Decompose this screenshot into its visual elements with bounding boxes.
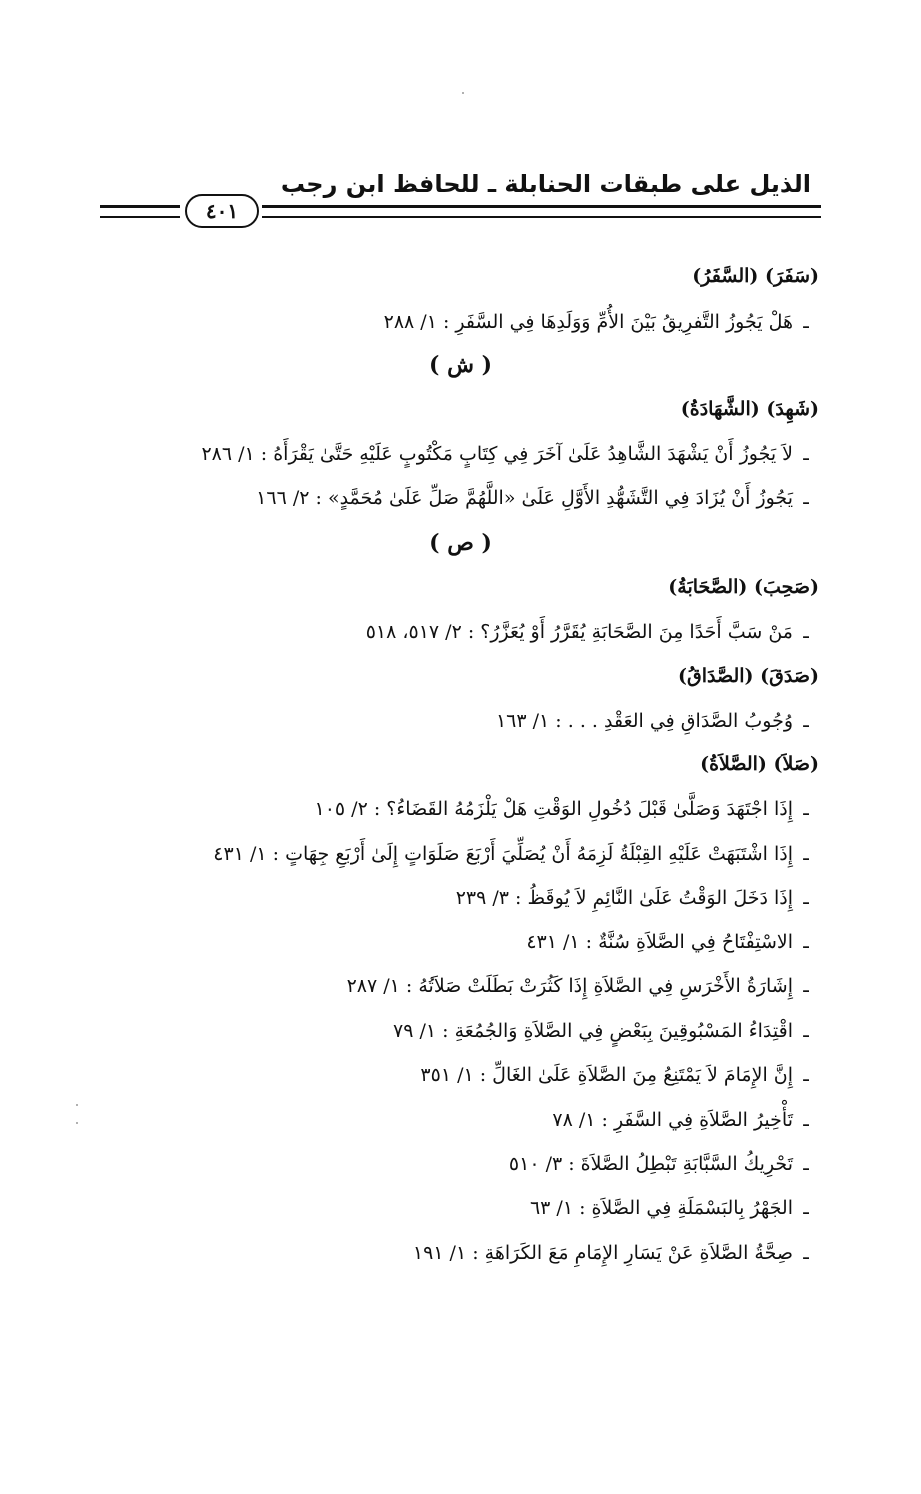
header-rule-right-bottom bbox=[262, 216, 821, 218]
entry-dash: ـ bbox=[803, 621, 809, 643]
section-heading-sala: (صَلاَ) (الصَّلاَةُ) bbox=[700, 753, 819, 775]
entry-text: تَحْرِيكُ السَّبَّابَةِ تَبْطِلُ الصَّلاَةَ : ٣/ ٥١٠ bbox=[508, 1153, 793, 1175]
entry-dash: ـ bbox=[803, 443, 809, 465]
section-heading-sahiba: (صَحِبَ) (الصَّحَابَةُ) bbox=[668, 576, 819, 598]
section-heading-safar: (سَفَرَ) (السَّفَرُ) bbox=[692, 265, 819, 287]
entry-text: تَأْخِيرُ الصَّلاَةِ فِي السَّفَرِ : ١/ ٧٨ bbox=[552, 1109, 793, 1131]
entry-dash: ـ bbox=[803, 887, 809, 909]
entry-dash: ـ bbox=[803, 798, 809, 820]
entry-dash: ـ bbox=[803, 1197, 809, 1219]
index-entry bbox=[552, 1106, 819, 1134]
index-entry bbox=[315, 795, 820, 823]
entry-text: الاسْتِفْتَاحُ فِي الصَّلاَةِ سُنَّةٌ : ١/ ٤٣١ bbox=[526, 931, 793, 953]
letter-heading-shin: ( ش ) bbox=[429, 352, 492, 378]
header-rule-left-bottom bbox=[100, 216, 180, 218]
entry-text: إِذَا اشْتَبَهَتْ عَلَيْهِ القِبْلَةُ لَزِمَهُ أَنْ يُصَلِّيَ أَرْبَعَ صَلَوَاتٍ إِلَىٰ أَرْبَعِ جِهَاتٍ : ١/ ٤٣١ bbox=[213, 843, 793, 865]
entry-dash: ـ bbox=[803, 1153, 809, 1175]
entry-dash: ـ bbox=[803, 487, 809, 509]
index-entry bbox=[213, 840, 819, 868]
section-heading-shahida: (شَهِدَ) (الشَّهَادَةُ) bbox=[680, 398, 819, 420]
scan-speck bbox=[76, 1122, 78, 1124]
index-entry bbox=[526, 928, 819, 956]
entry-text: صِحَّةُ الصَّلاَةِ عَنْ يَسَارِ الإِمَامِ مَعَ الكَرَاهَةِ : ١/ ١٩١ bbox=[412, 1242, 793, 1264]
entry-dash: ـ bbox=[803, 1242, 809, 1264]
index-entry bbox=[413, 1239, 819, 1267]
entry-dash: ـ bbox=[803, 1020, 809, 1042]
index-entry bbox=[347, 972, 819, 1000]
index-entry bbox=[366, 618, 819, 646]
page-number: ٤٠١ bbox=[185, 194, 259, 228]
entry-text: لاَ يَجُوزُ أَنْ يَشْهَدَ الشَّاهِدُ عَلَىٰ آخَرَ فِي كِتَابٍ مَكْتُوبٍ عَلَيْهِ حَتَّىٰ يَقْرَأَهُ : ١/ ٢٨٦ bbox=[201, 443, 793, 465]
scan-speck bbox=[76, 1104, 78, 1106]
entry-dash: ـ bbox=[803, 1064, 809, 1086]
index-entry bbox=[393, 1017, 819, 1045]
entry-text: الجَهْرُ بِالبَسْمَلَةِ فِي الصَّلاَةِ : ١/ ٦٣ bbox=[529, 1197, 793, 1219]
index-entry bbox=[384, 308, 819, 336]
entry-dash: ـ bbox=[803, 1109, 809, 1131]
entry-text: اقْتِدَاءُ المَسْبُوقِينَ بِبَعْضٍ فِي الصَّلاَةِ وَالجُمُعَةِ : ١/ ٧٩ bbox=[393, 1020, 793, 1042]
section-heading-sadaqa: (صَدَقَ) (الصَّدَاقُ) bbox=[678, 665, 819, 687]
index-entry bbox=[201, 440, 819, 468]
running-title: الذيل على طبقات الحنابلة ـ للحافظ ابن رجب bbox=[280, 170, 811, 198]
entry-dash: ـ bbox=[803, 311, 809, 333]
index-entry bbox=[496, 707, 819, 735]
index-entry bbox=[530, 1194, 819, 1222]
scan-speck bbox=[462, 92, 464, 94]
entry-text: وُجُوبُ الصَّدَاقِ فِي العَقْدِ . . . : ١/ ١٦٣ bbox=[495, 710, 793, 732]
entry-text: هَلْ يَجُوزُ التَّفرِيقُ بَيْنَ الأُمِّ وَوَلَدِهَا فِي السَّفَرِ : ١/ ٢٨٨ bbox=[383, 311, 793, 333]
entry-text: إِذَا دَخَلَ الوَقْتُ عَلَىٰ النَّائِمِ لاَ يُوقَظُ : ٣/ ٢٣٩ bbox=[455, 887, 793, 909]
entry-dash: ـ bbox=[803, 975, 809, 997]
entry-text: إِذَا اجْتَهَدَ وَصَلَّىٰ قَبْلَ دُخُولِ الوَقْتِ هَلْ يَلْزَمُهُ القَضَاءُ؟ : ٢/ ١٠٥ bbox=[314, 798, 793, 820]
index-entry bbox=[256, 484, 819, 512]
index-entry bbox=[420, 1061, 819, 1089]
entry-text: إِشَارَةُ الأَخْرَسِ فِي الصَّلاَةِ إِذَا كَثُرَتْ بَطَلَتْ صَلاَتُهُ : ١/ ٢٨٧ bbox=[346, 975, 793, 997]
index-entry bbox=[456, 884, 819, 912]
entry-dash: ـ bbox=[803, 843, 809, 865]
entry-dash: ـ bbox=[803, 710, 809, 732]
header-rule-right-top bbox=[262, 205, 821, 208]
index-entry bbox=[509, 1150, 819, 1178]
entry-text: مَنْ سَبَّ أَحَدًا مِنَ الصَّحَابَةِ يُقَرَّرُ أَوْ يُعَزَّرُ؟ : ٢/ ٥١٧، ٥١٨ bbox=[365, 621, 793, 643]
entry-text: يَجُوزُ أَنْ يُزَادَ فِي التَّشَهُّدِ الأَوَّلِ عَلَىٰ «اللَّهُمَّ صَلِّ عَلَىٰ مُحَمَّدٍ» : ٢/ ١٦٦ bbox=[256, 487, 793, 509]
entry-text: إِنَّ الإِمَامَ لاَ يَمْتَنِعُ مِنَ الصَّلاَةِ عَلَىٰ الغَالِّ : ١/ ٣٥١ bbox=[420, 1064, 793, 1086]
letter-heading-sad: ( ص ) bbox=[429, 530, 492, 556]
header-rule-left-top bbox=[100, 205, 180, 208]
entry-dash: ـ bbox=[803, 931, 809, 953]
